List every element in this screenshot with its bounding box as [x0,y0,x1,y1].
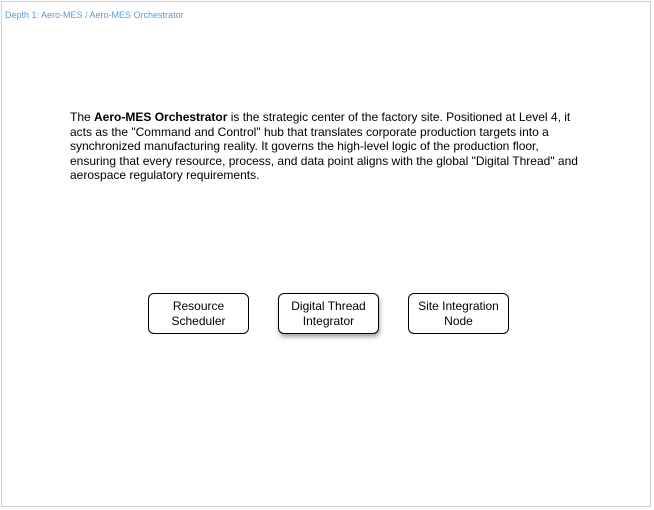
description-bold-term: Aero-MES Orchestrator [94,110,228,124]
node-label: Site Integration Node [418,298,499,328]
resource-scheduler-node[interactable] [148,293,249,334]
diagram-canvas [1,1,651,507]
node-label: Resource Scheduler [171,298,226,328]
node-label: Digital Thread Integrator [291,298,366,328]
description-body: is the strategic center of the factory site. Positioned at Level 4, it acts as the "Command and Control" hub that translates corporate production targets into a synchronized manufacturing reality. It governs the high-level logic of the production floor, ensuring that every resource, process, and data point aligns with the global "Digital Thread" and aerospace regulatory requirements. [70,110,578,182]
description-prefix: The [70,110,95,124]
site-integration-node[interactable] [408,293,509,334]
orchestrator-description [70,110,582,183]
breadcrumb[interactable]: Depth 1: Aero-MES / Aero-MES Orchestrator [5,10,184,20]
digital-thread-integrator-node[interactable] [278,293,379,334]
